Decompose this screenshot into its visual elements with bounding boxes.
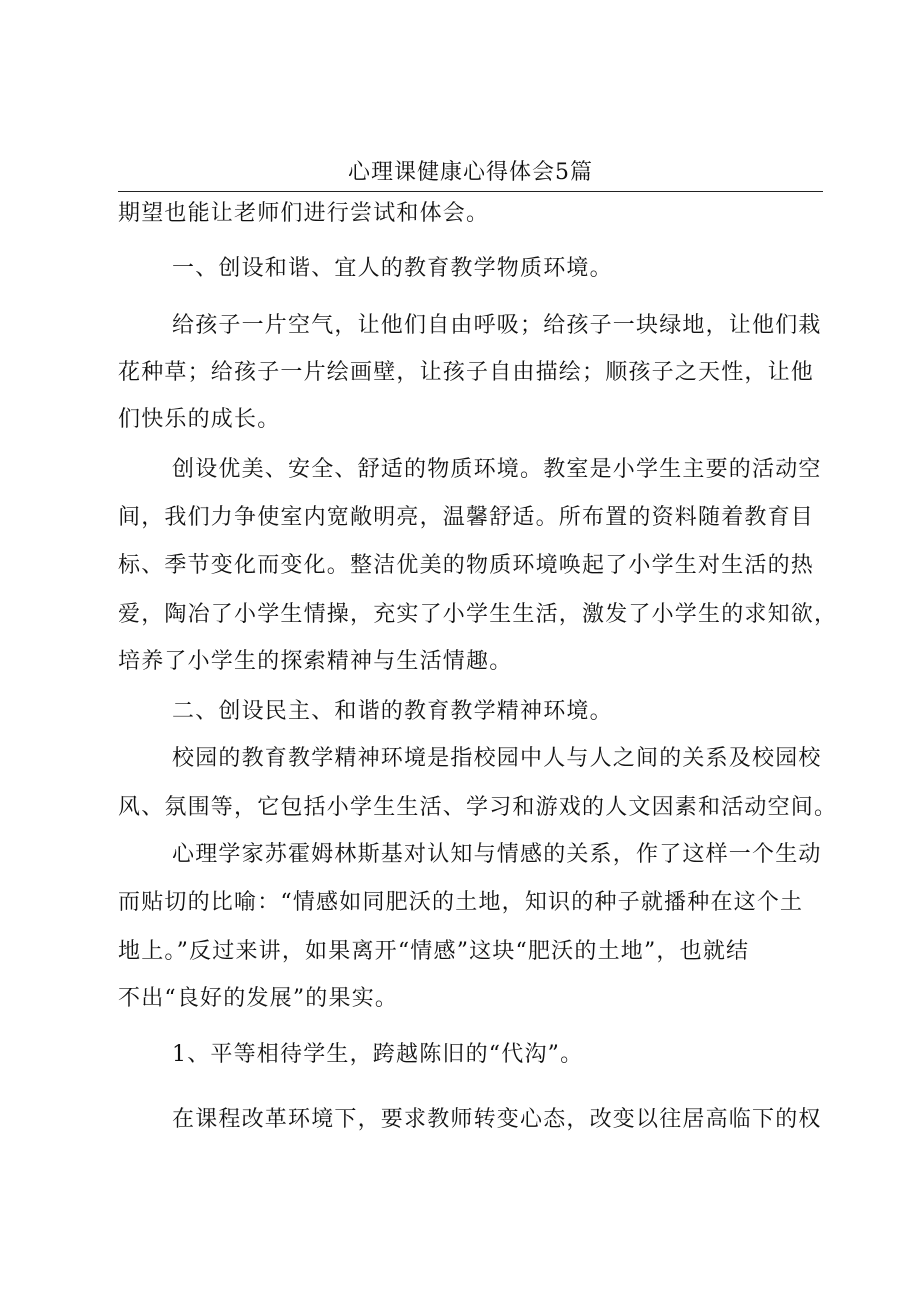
text-line: 心理学家苏霍姆林斯基对认知与情感的关系，作了这样一个生动 bbox=[172, 842, 822, 867]
text-line: 在课程改革环境下，要求教师转变心态，改变以往居高临下的权 bbox=[172, 1107, 822, 1132]
page-header bbox=[118, 157, 823, 192]
text-line: 创设优美、安全、舒适的物质环境。教室是小学生主要的活动空 bbox=[172, 457, 822, 482]
section-heading: 二、创设民主、和谐的教育教学精神环境。 bbox=[172, 699, 613, 724]
text-line: 不出“良好的发展”的果实。 bbox=[118, 986, 399, 1011]
text-line: 花种草；给孩子一片绘画壁，让孩子自由描绘；顺孩子之天性，让他 bbox=[118, 360, 815, 385]
text-line: 给孩子一片空气，让他们自由呼吸；给孩子一块绿地，让他们栽 bbox=[172, 313, 822, 338]
text-line: 校园的教育教学精神环境是指校园中人与人之间的关系及校园校 bbox=[172, 746, 822, 771]
text-line: 培养了小学生的探索精神与生活情趣。 bbox=[118, 649, 513, 674]
text-line: 地上。”反过来讲，如果离开“情感”这块“肥沃的土地”，也就结 bbox=[118, 939, 750, 964]
text-line: 标、季节变化而变化。整洁优美的物质环境唤起了小学生对生活的热 bbox=[118, 553, 815, 578]
text-line: 而贴切的比喻：“情感如同肥沃的土地，知识的种子就播种在这个土 bbox=[118, 890, 804, 915]
page-title: 心理课健康心得体会5篇 bbox=[348, 160, 593, 185]
text-line: 爱，陶冶了小学生情操，充实了小学生生活，激发了小学生的求知欲， bbox=[118, 602, 838, 627]
text-line: 期望也能让老师们进行尝试和体会。 bbox=[118, 201, 490, 226]
section-heading: 一、创设和谐、宜人的教育教学物质环境。 bbox=[172, 256, 613, 281]
subsection-heading: 1、平等相待学生，跨越陈旧的“代沟”。 bbox=[172, 1042, 584, 1067]
text-line: 间，我们力争使室内宽敞明亮，温馨舒适。所布置的资料随着教育目 bbox=[118, 505, 815, 530]
text-line: 风、氛围等，它包括小学生生活、学习和游戏的人文因素和活动空间。 bbox=[118, 795, 838, 820]
text-line: 们快乐的成长。 bbox=[118, 407, 281, 432]
